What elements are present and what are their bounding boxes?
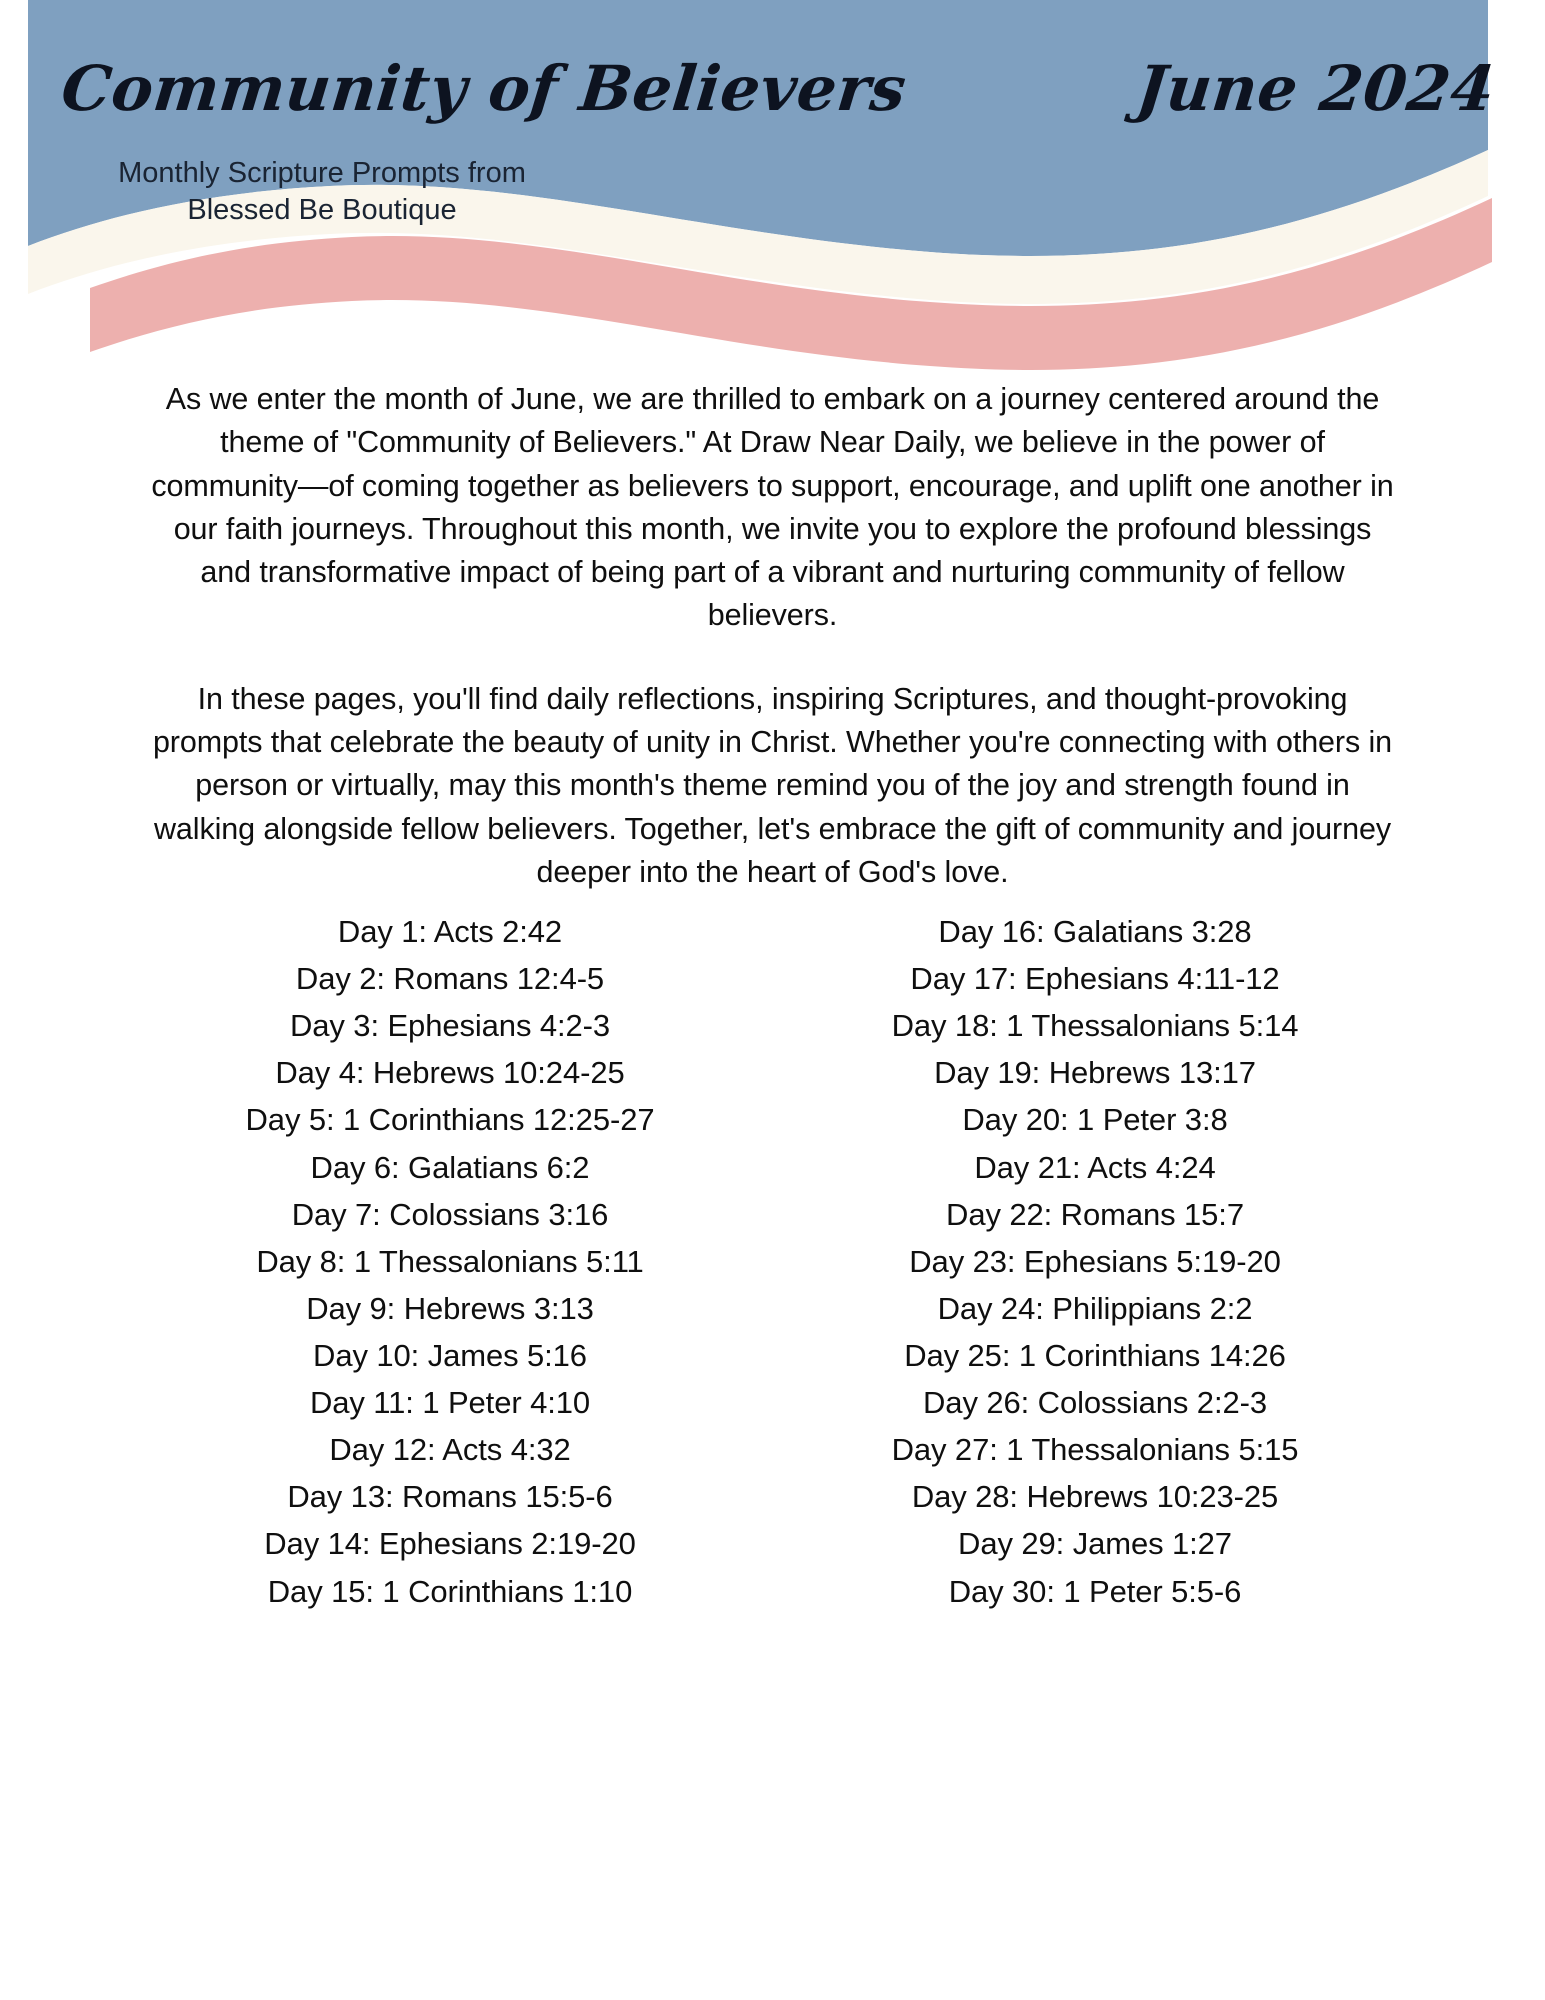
day-entry: Day 25: 1 Corinthians 14:26 (904, 1337, 1286, 1373)
day-entry: Day 14: Ephesians 2:19-20 (264, 1526, 636, 1562)
intro-block (150, 378, 1395, 894)
day-entry: Day 1: Acts 2:42 (337, 914, 563, 949)
day-entry: Day 19: Hebrews 13:17 (934, 1055, 1256, 1091)
day-entry: Day 24: Philippians 2:2 (937, 1290, 1253, 1326)
day-entry: Day 20: 1 Peter 3:8 (962, 1102, 1228, 1138)
scripture-day-list (150, 908, 1395, 1615)
header-banner (0, 0, 1545, 400)
day-entry: Day 29: James 1:27 (958, 1526, 1232, 1562)
day-entry: Day 2: Romans 12:4-5 (295, 961, 605, 997)
day-list-left-column (150, 908, 750, 1615)
day-entry: Day 3: Ephesians 4:2-3 (289, 1008, 611, 1044)
day-entry: Day 18: 1 Thessalonians 5:14 (891, 1008, 1299, 1044)
header-wave-graphic (0, 0, 1545, 400)
day-entry: Day 12: Acts 4:32 (329, 1432, 571, 1468)
day-entry: Day 27: 1 Thessalonians 5:15 (891, 1432, 1299, 1468)
day-list-right-column (795, 908, 1395, 1615)
day-entry: Day 26: Colossians 2:2-3 (923, 1385, 1267, 1421)
day-entry: Day 13: Romans 15:5-6 (287, 1479, 613, 1515)
day-entry: Day 22: Romans 15:7 (946, 1196, 1244, 1232)
day-entry: Day 5: 1 Corinthians 12:25-27 (245, 1102, 655, 1138)
day-entry: Day 21: Acts 4:24 (974, 1149, 1216, 1185)
intro-paragraph-1: As we enter the month of June, we are thrilled to embark on a journey centered around the theme of "Community of Believers." At Draw Near Daily, we believe in the power of community—of coming together as believers to support, encourage, and uplift one another in our faith journeys. Throughout this month, we invite you to explore the profound blessings and transformative impact of being part of a vibrant and nurturing community of fellow believers. (151, 382, 1394, 633)
header-subtitle-line-2: Blessed Be Boutique (187, 193, 457, 226)
intro-paragraph-2: In these pages, you'll find daily reflections, inspiring Scriptures, and thought-provoking prompts that celebrate the beauty of unity in Christ. Whether you're connecting with others in person or virtually, may this month's theme remind you of the joy and strength found in walking alongside fellow believers. Together, let's embrace the gift of community and journey deeper into the heart of God's love. (152, 681, 1393, 889)
day-entry: Day 17: Ephesians 4:11-12 (910, 961, 1280, 997)
day-entry: Day 23: Ephesians 5:19-20 (909, 1243, 1281, 1279)
day-entry: Day 6: Galatians 6:2 (310, 1149, 590, 1185)
day-entry: Day 30: 1 Peter 5:5-6 (948, 1573, 1242, 1609)
issue-date: June 2024 (1133, 52, 1499, 125)
day-entry: Day 15: 1 Corinthians 1:10 (267, 1573, 633, 1609)
day-entry: Day 9: Hebrews 3:13 (306, 1290, 594, 1326)
header-subtitle-line-1: Monthly Scripture Prompts from (118, 157, 526, 189)
day-entry: Day 10: James 5:16 (313, 1337, 587, 1373)
day-entry: Day 4: Hebrews 10:24-25 (275, 1055, 625, 1091)
day-entry: Day 8: 1 Thessalonians 5:11 (256, 1243, 644, 1279)
day-entry: Day 28: Hebrews 10:23-25 (911, 1479, 1279, 1515)
day-entry: Day 7: Colossians 3:16 (291, 1196, 609, 1232)
page-title: Community of Believers (58, 52, 910, 125)
day-entry: Day 16: Galatians 3:28 (938, 914, 1252, 949)
day-entry: Day 11: 1 Peter 4:10 (309, 1385, 591, 1421)
